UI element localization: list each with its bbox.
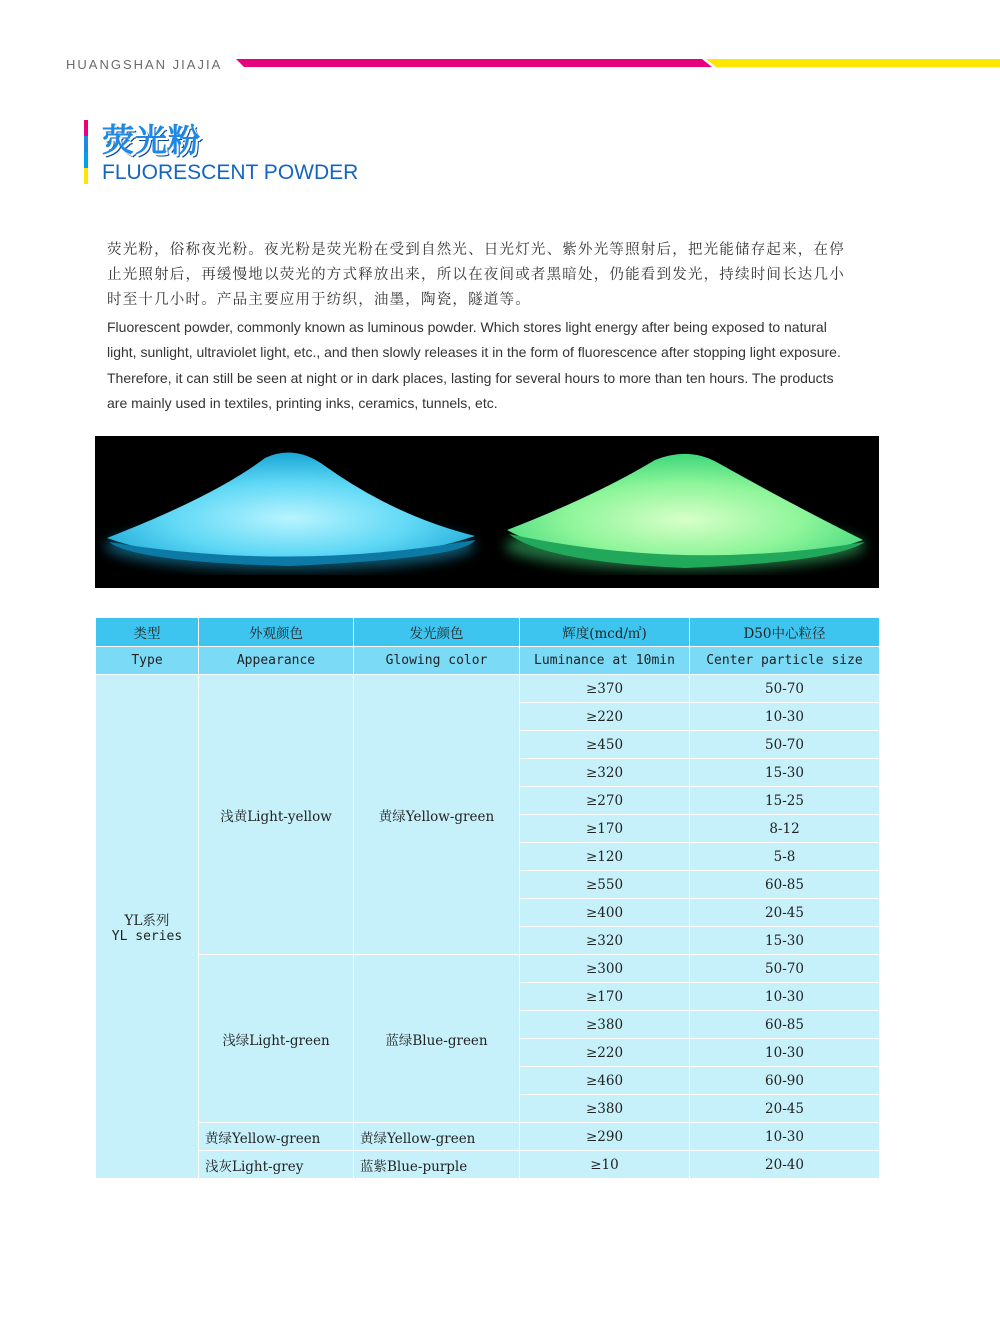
luminance-cell: ≥380 (520, 1095, 690, 1123)
table-row (96, 675, 880, 703)
d50-cell: 20-45 (690, 1095, 880, 1123)
glow-cell: 蓝绿Blue-green (354, 955, 520, 1123)
description-en: Fluorescent powder, commonly known as luminous powder. Which stores light energy after being exposed to natural light, sunlight, ultraviolet light, etc., and then slowly releases it in the form of fluorescence after stopping light exposure. Therefore, it can still be seen at night or in dark places, lasting for several hours to more than ten hours. The products are mainly used in textiles, printing inks, ceramics, tunnels, etc. (107, 319, 841, 411)
title-accent-bar (84, 120, 88, 184)
table-row (96, 1151, 880, 1179)
luminance-cell: ≥290 (520, 1123, 690, 1151)
d50-cell: 8-12 (690, 815, 880, 843)
luminance-cell: ≥380 (520, 1011, 690, 1039)
d50-cell: 60-85 (690, 1011, 880, 1039)
d50-cell: 10-30 (690, 1039, 880, 1067)
d50-cell: 15-30 (690, 759, 880, 787)
header-appearance-en: Appearance (199, 647, 354, 675)
d50-cell: 10-30 (690, 983, 880, 1011)
luminance-cell: ≥220 (520, 1039, 690, 1067)
d50-cell: 15-30 (690, 927, 880, 955)
d50-cell: 5-8 (690, 843, 880, 871)
header-glow-en: Glowing color (354, 647, 520, 675)
product-photo (95, 436, 879, 588)
luminance-cell: ≥320 (520, 927, 690, 955)
table-row (96, 1123, 880, 1151)
header-d50-cn: D50中心粒径 (690, 618, 880, 647)
d50-cell: 10-30 (690, 703, 880, 731)
d50-cell: 50-70 (690, 955, 880, 983)
d50-cell: 20-40 (690, 1151, 880, 1179)
luminance-cell: ≥370 (520, 675, 690, 703)
d50-cell: 50-70 (690, 675, 880, 703)
description-cn: 荧光粉，俗称夜光粉。夜光粉是荧光粉在受到自然光、日光灯光、紫外光等照射后，把光能储存起来，在停止光照射后，再缓慢地以荧光的方式释放出来，所以在夜间或者黑暗处，仍能看到发光，持续时间长达几小时至十几小时。产品主要应用于纺织，油墨，陶瓷，隧道等。 (107, 242, 845, 308)
table-header-en (96, 647, 880, 675)
d50-cell: 15-25 (690, 787, 880, 815)
d50-cell: 60-85 (690, 871, 880, 899)
d50-cell: 60-90 (690, 1067, 880, 1095)
table-row (96, 955, 880, 983)
luminance-cell: ≥10 (520, 1151, 690, 1179)
header-type-en: Type (96, 647, 199, 675)
yellow-stripe (706, 59, 1000, 67)
spec-table (95, 617, 880, 1179)
luminance-cell: ≥120 (520, 843, 690, 871)
page-title-cn: 荧光粉 (102, 121, 202, 159)
appearance-cell: 浅绿Light-green (199, 955, 354, 1123)
table-header-cn (96, 618, 880, 647)
d50-cell: 20-45 (690, 899, 880, 927)
luminance-cell: ≥270 (520, 787, 690, 815)
luminance-cell: ≥300 (520, 955, 690, 983)
luminance-cell: ≥450 (520, 731, 690, 759)
brand-name: HUANGSHAN JIAJIA (66, 57, 223, 72)
header-d50-en: Center particle size (690, 647, 880, 675)
luminance-cell: ≥460 (520, 1067, 690, 1095)
appearance-cell: 黄绿Yellow-green (199, 1123, 354, 1151)
luminance-cell: ≥550 (520, 871, 690, 899)
appearance-cell: 浅黄Light-yellow (199, 675, 354, 955)
header-glow-cn: 发光颜色 (354, 618, 520, 647)
d50-cell: 50-70 (690, 731, 880, 759)
header-type-cn: 类型 (96, 618, 199, 647)
header-appearance-cn: 外观颜色 (199, 618, 354, 647)
type-cn: YL系列 (124, 913, 170, 929)
luminance-cell: ≥320 (520, 759, 690, 787)
type-cell (96, 675, 199, 1179)
luminance-cell: ≥170 (520, 815, 690, 843)
glow-cell: 蓝紫Blue-purple (354, 1151, 520, 1179)
type-en: YL series (111, 929, 183, 944)
header-luminance-en: Luminance at 10min (520, 647, 690, 675)
page-title-en: FLUORESCENT POWDER (102, 161, 359, 184)
glow-cell: 黄绿Yellow-green (354, 1123, 520, 1151)
header-luminance-cn: 辉度(mcd/㎡) (520, 618, 690, 647)
luminance-cell: ≥220 (520, 703, 690, 731)
appearance-cell: 浅灰Light-grey (199, 1151, 354, 1179)
d50-cell: 10-30 (690, 1123, 880, 1151)
luminance-cell: ≥400 (520, 899, 690, 927)
magenta-stripe (236, 59, 712, 67)
luminance-cell: ≥170 (520, 983, 690, 1011)
glow-cell: 黄绿Yellow-green (354, 675, 520, 955)
